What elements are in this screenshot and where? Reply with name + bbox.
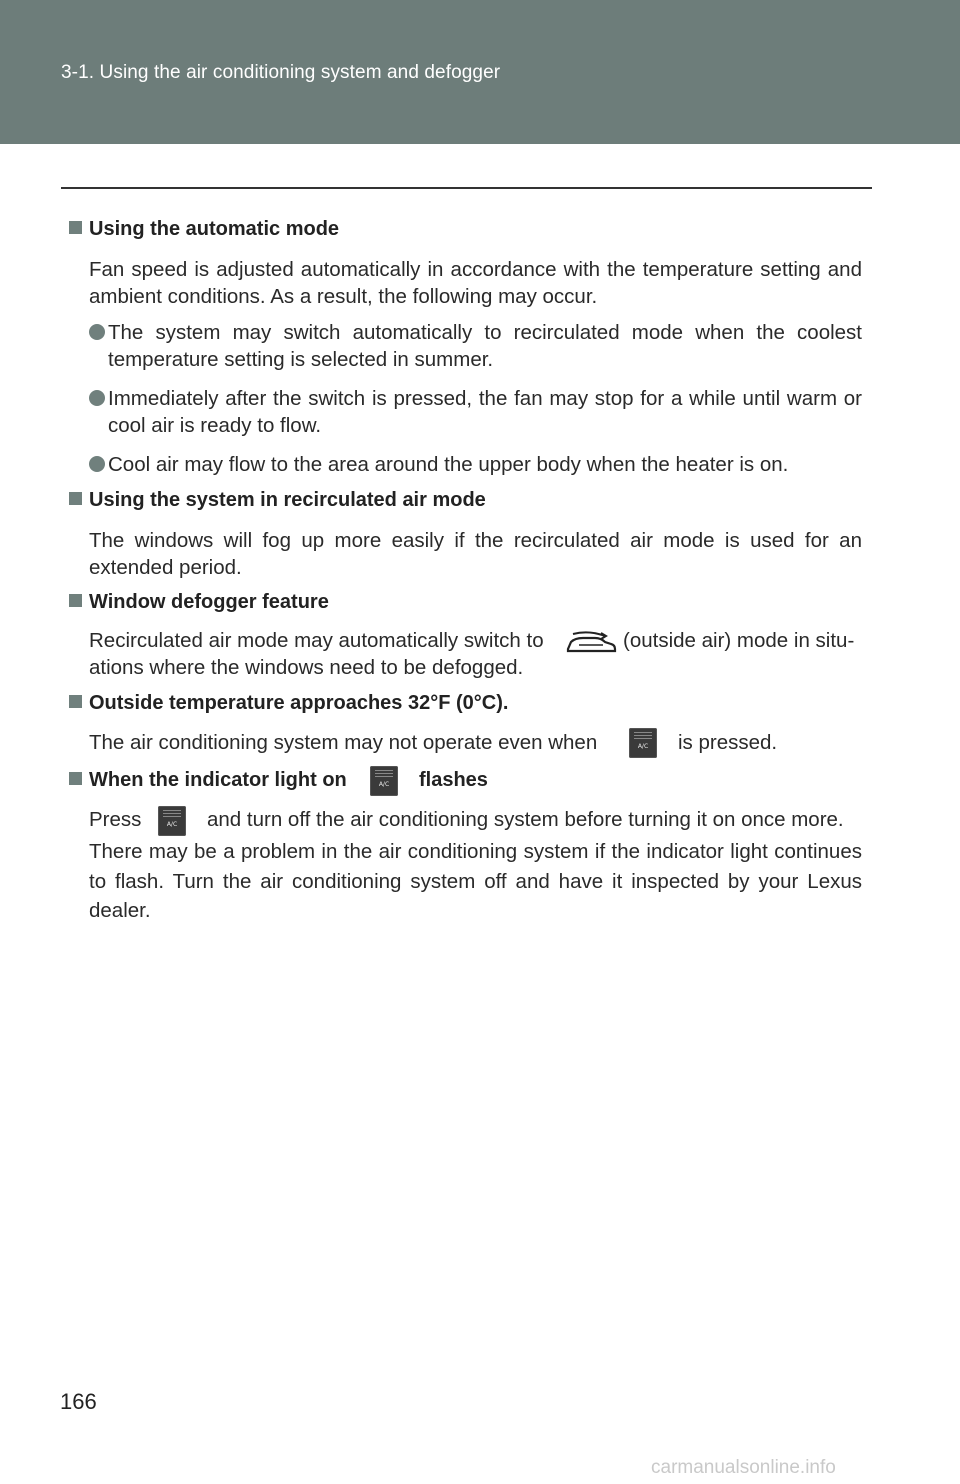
section-heading-outside-temp: Outside temperature approaches 32°F (0°C). — [69, 692, 508, 715]
auto-mode-bullet-2: Immediately after the switch is pressed, the fan may stop for a while until warm or cool air is ready to flow. — [89, 385, 862, 439]
square-marker-icon — [69, 221, 82, 234]
page-number: 166 — [60, 1389, 97, 1414]
indicator-body-rest: There may be a problem in the air conditioning system if the indicator light continues to flash. Turn the air conditioning system off and have it inspected by your Lexus dealer. — [89, 840, 862, 922]
square-marker-icon — [69, 772, 82, 785]
auto-mode-intro: Fan speed is adjusted automatically in accordance with the temperature setting and ambient conditions. As a result, the following may occur. — [89, 258, 862, 308]
auto-mode-bullet-1: The system may switch automatically to recirculated mode when the coolest temperature setting is selected in summer. — [89, 319, 862, 373]
defogger-body-line2: ations where the windows need to be defogged. — [89, 656, 524, 679]
ac-button-icon: A/C — [370, 766, 398, 796]
defogger-body-line1-start: Recirculated air mode may automatically switch to — [89, 629, 544, 652]
bullet-dot-icon — [89, 456, 105, 472]
square-marker-icon — [69, 695, 82, 708]
indicator-heading-end: flashes — [419, 769, 488, 791]
square-marker-icon — [69, 594, 82, 607]
square-marker-icon — [69, 492, 82, 505]
section-heading-recirculated: Using the system in recirculated air mode — [69, 489, 486, 512]
watermark: carmanualsonline.info — [651, 1457, 836, 1478]
outside-temp-body-start: The air conditioning system may not operate even when — [89, 731, 598, 754]
header-divider — [61, 187, 872, 189]
ac-button-icon: A/C — [158, 806, 186, 836]
outside-air-car-icon — [565, 631, 617, 657]
auto-mode-bullet-3: Cool air may flow to the area around the upper body when the heater is on. — [89, 451, 862, 478]
recirculated-body: The windows will fog up more easily if the recirculated air mode is used for an extended period. — [89, 529, 862, 579]
page-header — [0, 0, 960, 144]
defogger-body-line1-end: (outside air) mode in situ- — [623, 629, 855, 652]
chapter-title: 3-1. Using the air conditioning system and defogger — [61, 62, 501, 83]
section-heading-indicator: When the indicator light on — [69, 769, 347, 792]
bullet-dot-icon — [89, 390, 105, 406]
bullet-dot-icon — [89, 324, 105, 340]
ac-button-icon: A/C — [629, 728, 657, 758]
outside-temp-body-end: is pressed. — [678, 731, 778, 754]
section-heading-defogger: Window defogger feature — [69, 591, 329, 614]
section-heading-auto-mode: Using the automatic mode — [69, 218, 339, 241]
indicator-body-start: Press — [89, 808, 142, 831]
indicator-body-end: and turn off the air conditioning system before turning it on once more. — [207, 808, 844, 831]
